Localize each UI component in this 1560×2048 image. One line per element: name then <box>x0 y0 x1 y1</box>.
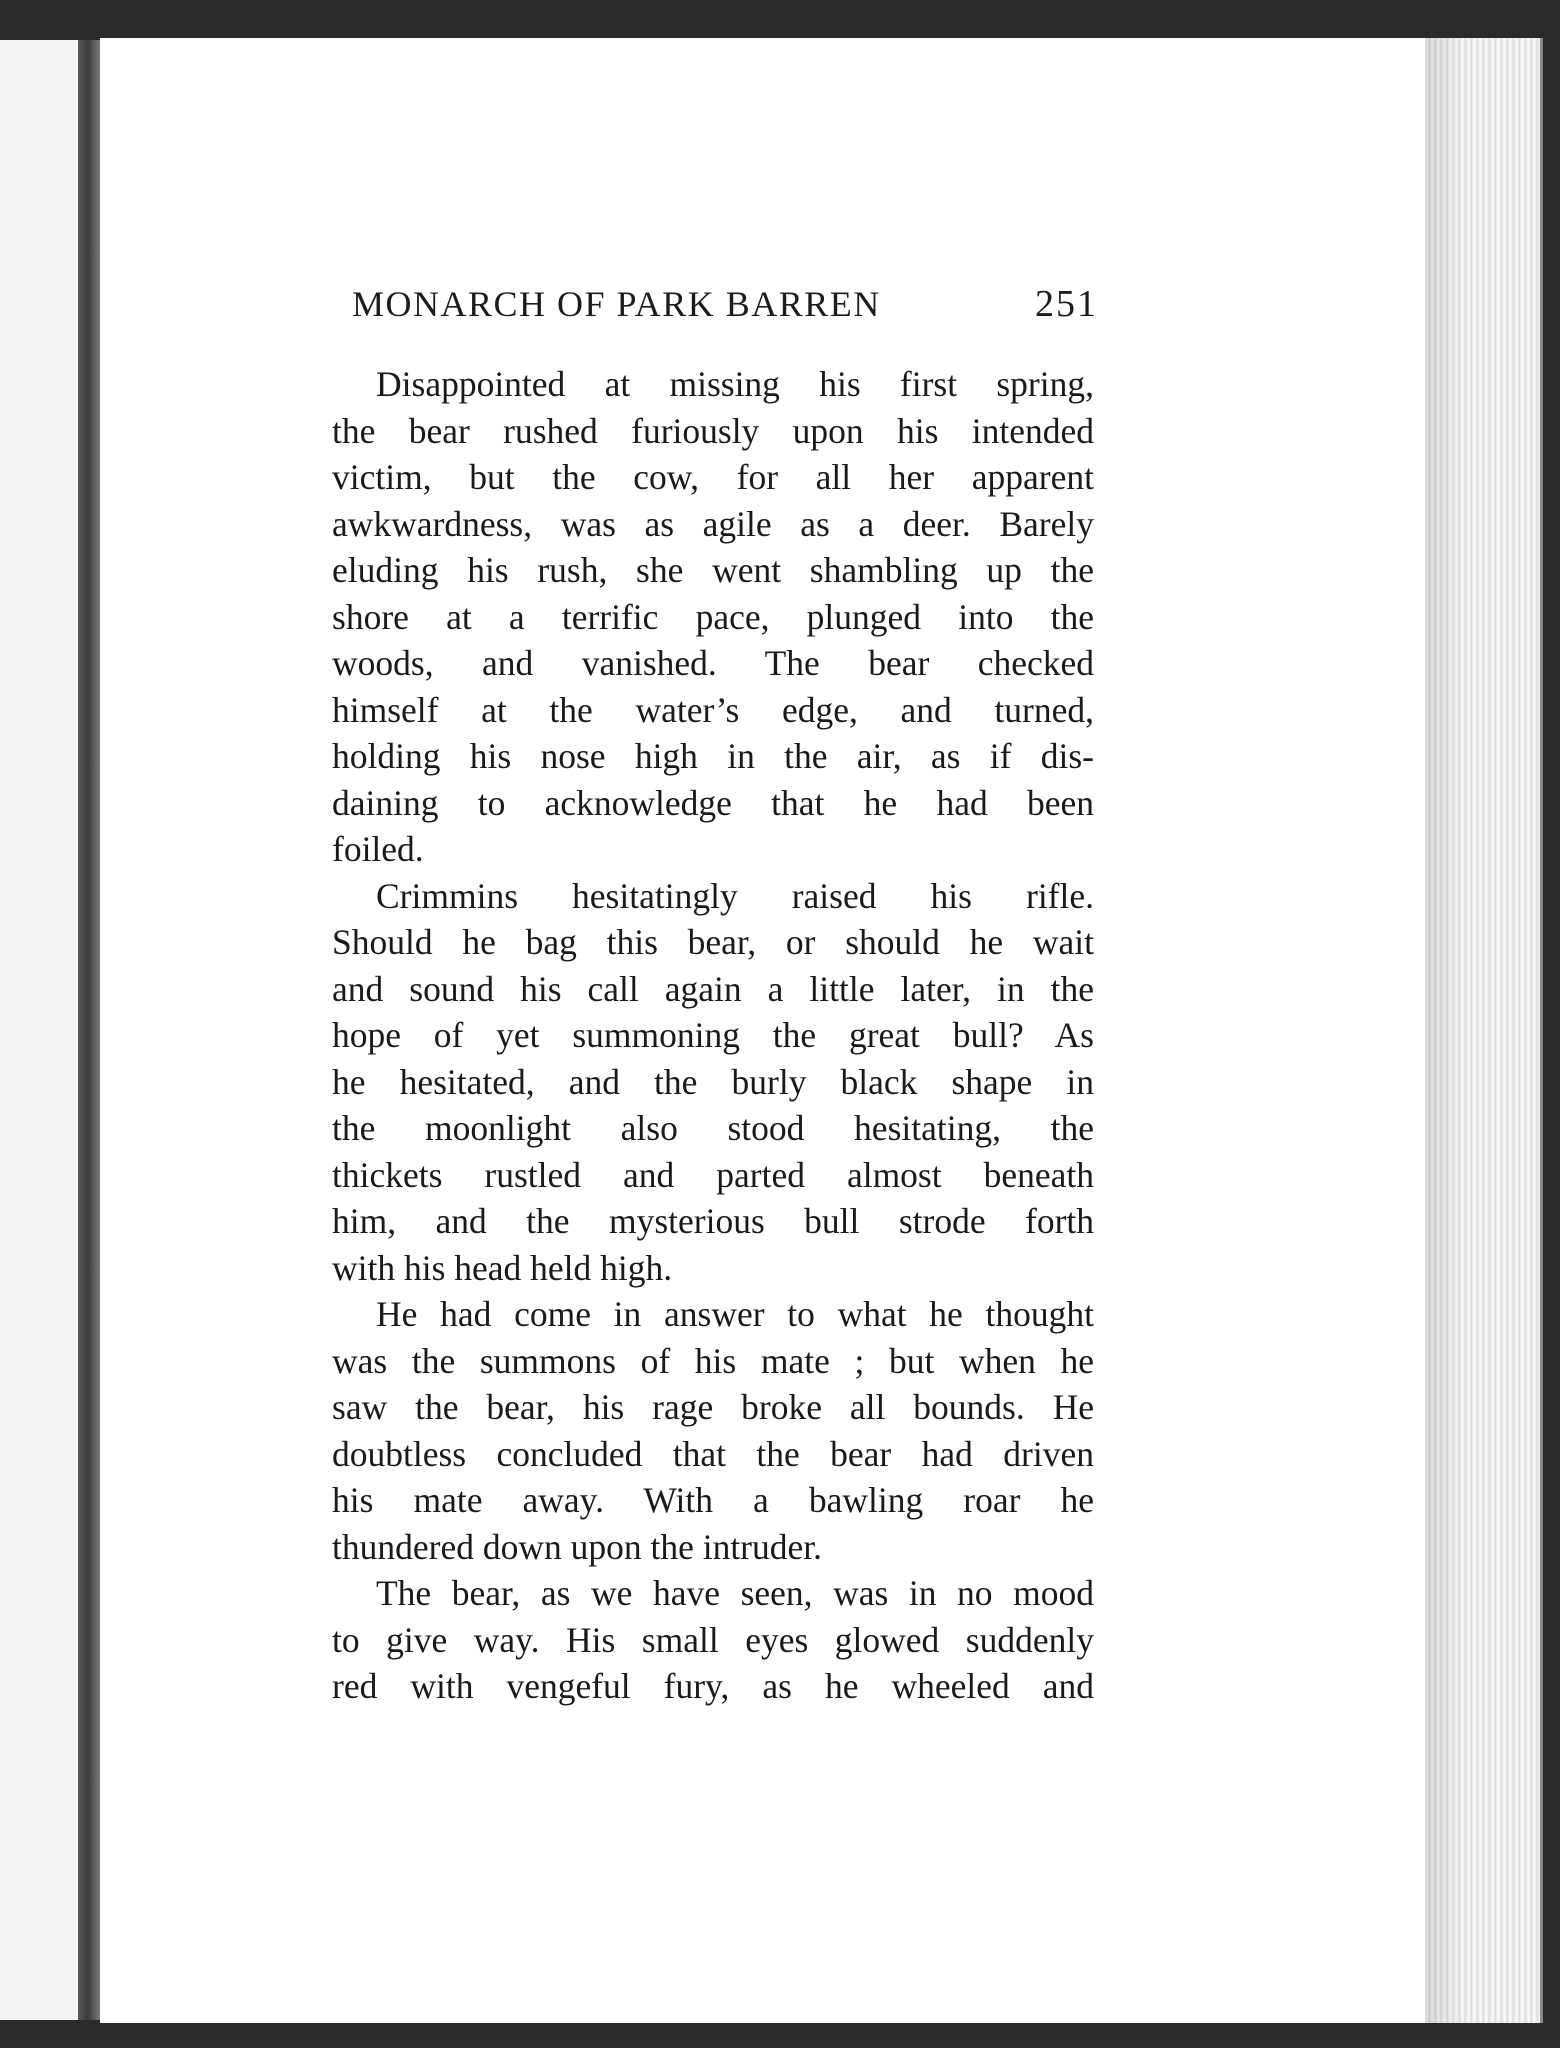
paragraph-3 <box>288 1291 1094 1570</box>
text-line: was the summons of his mate ; but when he <box>332 1340 1094 1381</box>
text-line: eluding his rush, she went shambling up the <box>332 550 1094 590</box>
text-line: Crimmins hesitatingly raised his rifle. <box>376 875 1094 916</box>
paragraph-2 <box>288 873 1094 1292</box>
book-gutter <box>78 40 100 2020</box>
text-line: with his head held high. <box>332 1247 673 1288</box>
body-text <box>288 361 1094 1710</box>
text-line: the moonlight also stood hesitating, the <box>332 1108 1094 1148</box>
text-line: awkwardness, was as agile as a deer. Barely <box>332 503 1094 544</box>
text-line: foiled. <box>332 829 424 869</box>
running-head-title: MONARCH OF PARK BARREN <box>352 284 881 324</box>
text-line: daining to acknowledge that he had been <box>332 782 1094 823</box>
text-line: hope of yet summoning the great bull? As <box>332 1015 1094 1055</box>
text-line: holding his nose high in the air, as if dis- <box>332 736 1094 776</box>
page-edges <box>1425 38 1543 2023</box>
text-line: himself at the water’s edge, and turned, <box>332 689 1094 730</box>
text-line: the bear rushed furiously upon his intended <box>332 410 1094 451</box>
text-line: The bear, as we have seen, was in no mood <box>376 1573 1094 1613</box>
text-line: woods, and vanished. The bear checked <box>332 643 1094 683</box>
running-head <box>352 282 1098 342</box>
page-number: 251 <box>1035 283 1098 325</box>
text-line: saw the bear, his rage broke all bounds. He <box>332 1387 1094 1427</box>
text-line: thickets rustled and parted almost beneath <box>332 1154 1094 1195</box>
text-line: and sound his call again a little later, in the <box>332 968 1094 1009</box>
text-line: Should he bag this bear, or should he wait <box>332 922 1094 962</box>
text-line: doubtless concluded that the bear had driven <box>332 1433 1094 1474</box>
paragraph-1 <box>288 361 1094 873</box>
paragraph-4 <box>288 1570 1094 1710</box>
text-line: him, and the mysterious bull strode forth <box>332 1201 1094 1241</box>
text-line: shore at a terrific pace, plunged into the <box>332 596 1094 637</box>
text-line: to give way. His small eyes glowed suddenly <box>332 1619 1094 1660</box>
facing-page-edge <box>0 40 78 2020</box>
text-line: he hesitated, and the burly black shape in <box>332 1061 1094 1102</box>
text-line: thundered down upon the intruder. <box>332 1526 822 1567</box>
text-line: Disappointed at missing his first spring, <box>376 364 1094 404</box>
text-line: victim, but the cow, for all her apparent <box>332 457 1094 497</box>
text-line: his mate away. With a bawling roar he <box>332 1480 1094 1520</box>
text-line: red with vengeful fury, as he wheeled and <box>332 1666 1094 1706</box>
text-line: He had come in answer to what he thought <box>376 1294 1094 1334</box>
